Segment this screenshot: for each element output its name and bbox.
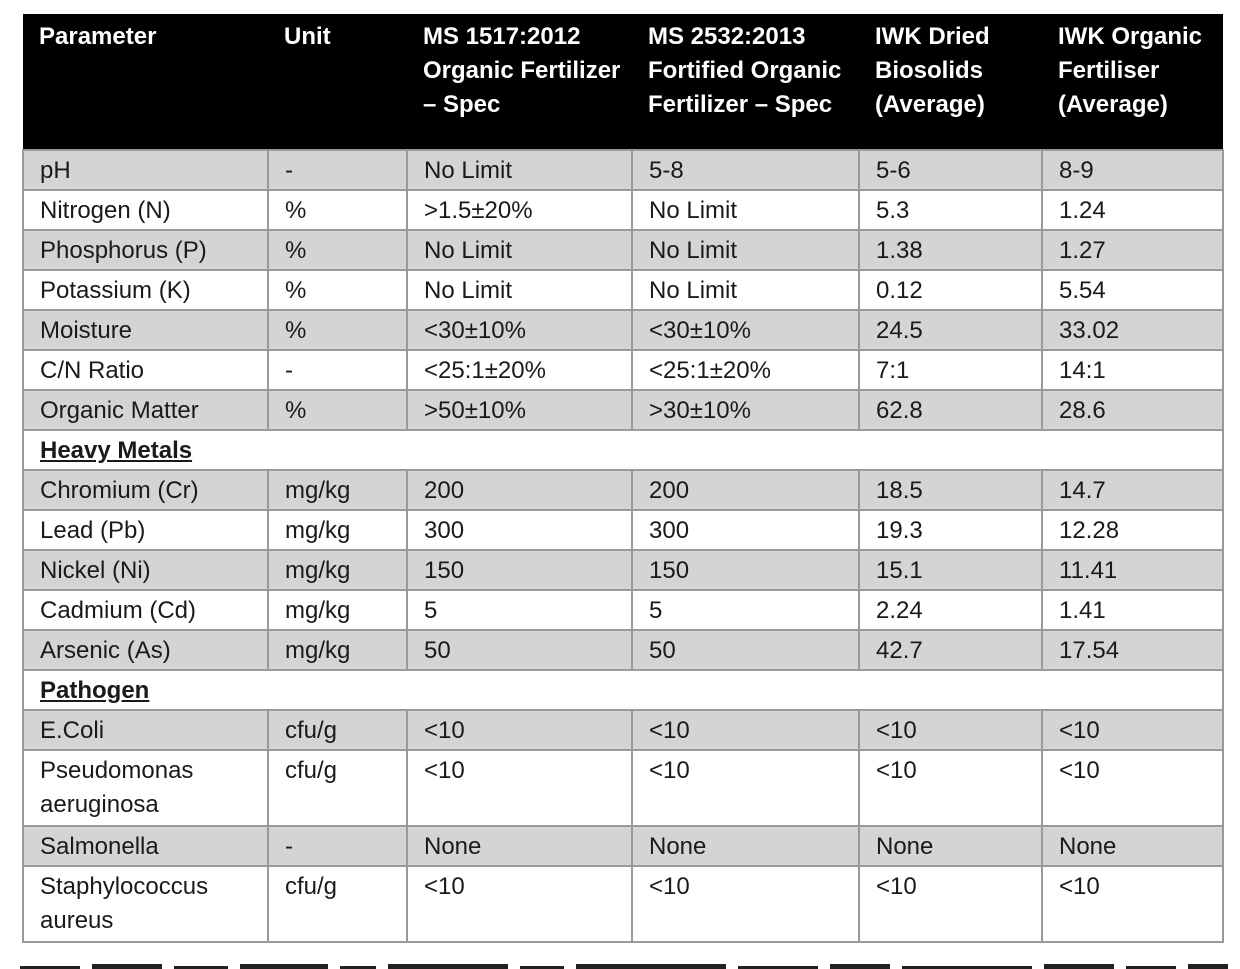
table-row bbox=[23, 470, 1223, 510]
cell-unit: % bbox=[268, 310, 407, 350]
cell-ms1517: None bbox=[407, 826, 632, 866]
cell-ms1517: <30±10% bbox=[407, 310, 632, 350]
section-label: Heavy Metals bbox=[23, 430, 1223, 470]
cell-ms2532: <30±10% bbox=[632, 310, 859, 350]
cell-ms2532: No Limit bbox=[632, 230, 859, 270]
cell-ms1517: No Limit bbox=[407, 150, 632, 190]
cell-ms1517: 200 bbox=[407, 470, 632, 510]
cell-ms1517: No Limit bbox=[407, 270, 632, 310]
cell-parameter: Staphylococcus aureus bbox=[23, 866, 268, 942]
cell-iwk-dried-biosolids: 24.5 bbox=[859, 310, 1042, 350]
header-row bbox=[23, 14, 1223, 150]
cell-unit: mg/kg bbox=[268, 630, 407, 670]
cell-iwk-dried-biosolids: 7:1 bbox=[859, 350, 1042, 390]
cell-unit: % bbox=[268, 390, 407, 430]
cell-ms2532: No Limit bbox=[632, 190, 859, 230]
cell-iwk-dried-biosolids: 5-6 bbox=[859, 150, 1042, 190]
cell-iwk-organic-fertiliser: 1.24 bbox=[1042, 190, 1223, 230]
cell-parameter: Nickel (Ni) bbox=[23, 550, 268, 590]
cell-iwk-dried-biosolids: <10 bbox=[859, 710, 1042, 750]
table-row bbox=[23, 150, 1223, 190]
table-row bbox=[23, 390, 1223, 430]
cropped-text-strip bbox=[0, 958, 1240, 969]
cell-iwk-organic-fertiliser: 12.28 bbox=[1042, 510, 1223, 550]
cell-ms2532: <10 bbox=[632, 710, 859, 750]
section-row bbox=[23, 670, 1223, 710]
table-row bbox=[23, 270, 1223, 310]
cell-ms2532: 5 bbox=[632, 590, 859, 630]
cell-parameter: Phosphorus (P) bbox=[23, 230, 268, 270]
cell-ms1517: >50±10% bbox=[407, 390, 632, 430]
table-row bbox=[23, 550, 1223, 590]
cell-iwk-organic-fertiliser: 14.7 bbox=[1042, 470, 1223, 510]
cell-ms2532: No Limit bbox=[632, 270, 859, 310]
cell-iwk-dried-biosolids: 62.8 bbox=[859, 390, 1042, 430]
cell-ms2532: 150 bbox=[632, 550, 859, 590]
header-ms2532: MS 2532:2013 Fortified Organic Fertilizer – Spec bbox=[632, 14, 859, 150]
table-row bbox=[23, 310, 1223, 350]
table-row bbox=[23, 826, 1223, 866]
table-row bbox=[23, 710, 1223, 750]
cell-ms1517: No Limit bbox=[407, 230, 632, 270]
header-unit: Unit bbox=[268, 14, 407, 150]
cell-unit: cfu/g bbox=[268, 710, 407, 750]
cell-iwk-organic-fertiliser: 1.27 bbox=[1042, 230, 1223, 270]
cell-iwk-dried-biosolids: 1.38 bbox=[859, 230, 1042, 270]
table-row bbox=[23, 510, 1223, 550]
table-row bbox=[23, 230, 1223, 270]
cell-ms2532: 50 bbox=[632, 630, 859, 670]
cell-iwk-organic-fertiliser: 11.41 bbox=[1042, 550, 1223, 590]
cell-parameter: Salmonella bbox=[23, 826, 268, 866]
table-body bbox=[23, 150, 1223, 942]
cell-iwk-organic-fertiliser: 17.54 bbox=[1042, 630, 1223, 670]
cell-ms1517: 300 bbox=[407, 510, 632, 550]
table-row bbox=[23, 590, 1223, 630]
cell-unit: mg/kg bbox=[268, 590, 407, 630]
cell-ms1517: 50 bbox=[407, 630, 632, 670]
cell-iwk-dried-biosolids: None bbox=[859, 826, 1042, 866]
cell-iwk-organic-fertiliser: 8-9 bbox=[1042, 150, 1223, 190]
cell-ms1517: 5 bbox=[407, 590, 632, 630]
cell-parameter: Chromium (Cr) bbox=[23, 470, 268, 510]
cell-parameter: Lead (Pb) bbox=[23, 510, 268, 550]
cell-unit: - bbox=[268, 150, 407, 190]
cell-parameter: pH bbox=[23, 150, 268, 190]
cell-iwk-organic-fertiliser: None bbox=[1042, 826, 1223, 866]
cell-iwk-organic-fertiliser: 28.6 bbox=[1042, 390, 1223, 430]
cell-unit: mg/kg bbox=[268, 470, 407, 510]
fertilizer-spec-table bbox=[22, 14, 1224, 943]
section-row bbox=[23, 430, 1223, 470]
cell-ms2532: <25:1±20% bbox=[632, 350, 859, 390]
cell-iwk-organic-fertiliser: 5.54 bbox=[1042, 270, 1223, 310]
cell-unit: cfu/g bbox=[268, 866, 407, 942]
cell-ms2532: >30±10% bbox=[632, 390, 859, 430]
cell-parameter: Nitrogen (N) bbox=[23, 190, 268, 230]
cell-ms1517: <10 bbox=[407, 866, 632, 942]
cell-parameter: Pseudomonas aeruginosa bbox=[23, 750, 268, 826]
cell-iwk-organic-fertiliser: <10 bbox=[1042, 750, 1223, 826]
cell-unit: - bbox=[268, 826, 407, 866]
cell-parameter: Moisture bbox=[23, 310, 268, 350]
cell-ms1517: <10 bbox=[407, 750, 632, 826]
table-row bbox=[23, 190, 1223, 230]
cell-iwk-dried-biosolids: 42.7 bbox=[859, 630, 1042, 670]
cell-parameter: Potassium (K) bbox=[23, 270, 268, 310]
cropped-text-fragments bbox=[0, 960, 1240, 969]
cell-iwk-organic-fertiliser: <10 bbox=[1042, 710, 1223, 750]
cell-ms2532: <10 bbox=[632, 866, 859, 942]
cell-unit: mg/kg bbox=[268, 510, 407, 550]
cell-ms1517: <25:1±20% bbox=[407, 350, 632, 390]
cell-parameter: C/N Ratio bbox=[23, 350, 268, 390]
table-row bbox=[23, 750, 1223, 826]
cell-ms2532: None bbox=[632, 826, 859, 866]
cell-parameter: Organic Matter bbox=[23, 390, 268, 430]
cell-ms1517: <10 bbox=[407, 710, 632, 750]
header-ms1517: MS 1517:2012 Organic Fertilizer – Spec bbox=[407, 14, 632, 150]
cell-iwk-dried-biosolids: <10 bbox=[859, 866, 1042, 942]
cell-parameter: E.Coli bbox=[23, 710, 268, 750]
cell-iwk-organic-fertiliser: 33.02 bbox=[1042, 310, 1223, 350]
cell-iwk-organic-fertiliser: 14:1 bbox=[1042, 350, 1223, 390]
table-row bbox=[23, 350, 1223, 390]
cell-iwk-dried-biosolids: 15.1 bbox=[859, 550, 1042, 590]
cell-unit: - bbox=[268, 350, 407, 390]
cell-ms2532: 300 bbox=[632, 510, 859, 550]
cell-iwk-dried-biosolids: 18.5 bbox=[859, 470, 1042, 510]
cell-iwk-dried-biosolids: 5.3 bbox=[859, 190, 1042, 230]
cell-iwk-dried-biosolids: 2.24 bbox=[859, 590, 1042, 630]
cell-iwk-organic-fertiliser: 1.41 bbox=[1042, 590, 1223, 630]
cell-unit: cfu/g bbox=[268, 750, 407, 826]
header-parameter: Parameter bbox=[23, 14, 268, 150]
table-header bbox=[23, 14, 1223, 150]
cell-ms2532: 200 bbox=[632, 470, 859, 510]
cell-iwk-dried-biosolids: <10 bbox=[859, 750, 1042, 826]
cell-ms1517: 150 bbox=[407, 550, 632, 590]
cell-unit: mg/kg bbox=[268, 550, 407, 590]
header-iwk-dried-biosolids: IWK Dried Biosolids (Average) bbox=[859, 14, 1042, 150]
cell-unit: % bbox=[268, 230, 407, 270]
section-label: Pathogen bbox=[23, 670, 1223, 710]
cell-iwk-dried-biosolids: 19.3 bbox=[859, 510, 1042, 550]
header-iwk-organic-fertiliser: IWK Organic Fertiliser (Average) bbox=[1042, 14, 1223, 150]
cell-unit: % bbox=[268, 270, 407, 310]
cell-unit: % bbox=[268, 190, 407, 230]
cell-ms1517: >1.5±20% bbox=[407, 190, 632, 230]
cell-iwk-organic-fertiliser: <10 bbox=[1042, 866, 1223, 942]
table-row bbox=[23, 866, 1223, 942]
cell-ms2532: <10 bbox=[632, 750, 859, 826]
cell-parameter: Arsenic (As) bbox=[23, 630, 268, 670]
cell-iwk-dried-biosolids: 0.12 bbox=[859, 270, 1042, 310]
cell-ms2532: 5-8 bbox=[632, 150, 859, 190]
table-row bbox=[23, 630, 1223, 670]
cell-parameter: Cadmium (Cd) bbox=[23, 590, 268, 630]
